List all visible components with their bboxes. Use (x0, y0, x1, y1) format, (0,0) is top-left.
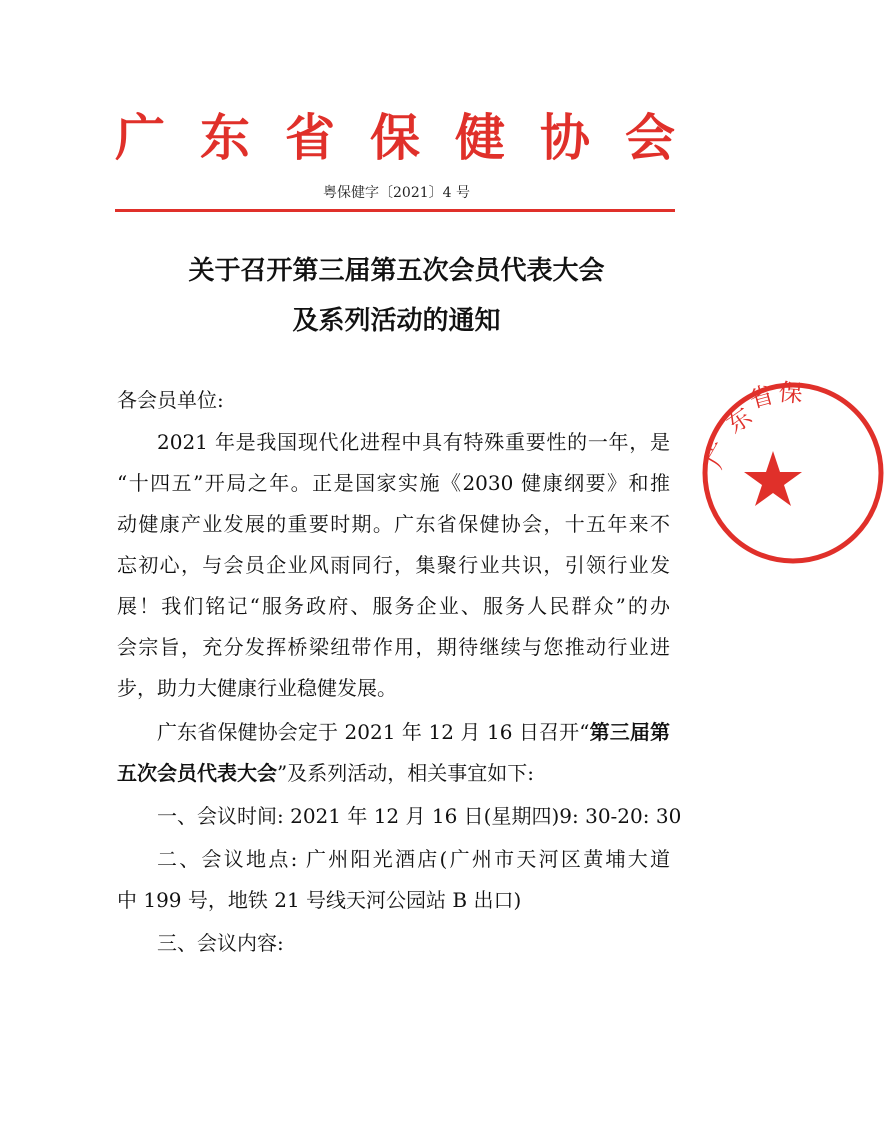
paragraph-1-line (117, 510, 670, 538)
salutation-text: 各会员单位: (117, 388, 224, 412)
org-char: 东 (200, 109, 250, 167)
seal-char: 东 (721, 402, 758, 439)
document-title-line-1: 关于召开第三届第五次会员代表大会 (188, 256, 605, 286)
org-char: 健 (455, 109, 505, 167)
paragraph-text-normal: ”及系列活动，相关事宜如下: (277, 761, 534, 785)
document-number: 粤保健字〔2021〕4 号 (323, 185, 470, 201)
paragraph-1-line (117, 469, 670, 497)
paragraph-2-line-1 (157, 718, 670, 746)
item-2-line-1 (157, 845, 670, 873)
paragraph-1-line (117, 633, 670, 661)
paragraph-text-normal: 广东省保健协会定于 2021 年 12 月 16 日召开“ (157, 720, 590, 744)
paragraph-text: 动健康产业发展的重要时期。广东省保健协会，十五年来不 (117, 512, 670, 536)
seal-char: 保 (777, 378, 804, 409)
paragraph-text-bold: 第三届第 (589, 720, 671, 744)
org-char: 省 (285, 109, 335, 167)
paragraph-1-line (157, 428, 670, 456)
item-text: 一、会议时间: 2021 年 12 月 16 日(星期四)9: 30-20: 30 (157, 804, 682, 828)
org-char: 保 (370, 109, 420, 167)
header-divider (115, 209, 675, 212)
seal-char: 广 (700, 438, 738, 473)
paragraph-text (157, 718, 670, 746)
official-seal-stamp (698, 378, 888, 568)
item-text: 中 199 号，地铁 21 号线天河公园站 B 出口) (117, 888, 522, 912)
paragraph-text: 会宗旨，充分发挥桥梁纽带作用，期待继续与您推动行业进 (117, 635, 670, 659)
item-text: 三、会议内容: (157, 931, 284, 955)
paragraph-text: 2021 年是我国现代化进程中具有特殊重要性的一年，是 (157, 430, 670, 454)
organization-header (115, 108, 675, 168)
paragraph-text: 忘初心，与会员企业风雨同行，集聚行业共识，引领行业发 (117, 553, 670, 577)
org-char: 广 (115, 109, 165, 167)
item-1 (157, 802, 682, 830)
paragraph-text: 步，助力大健康行业稳健发展。 (117, 676, 397, 700)
seal-char: 省 (746, 380, 777, 414)
paragraph-text: “十四五”开局之年。正是国家实施《2030 健康纲要》和推 (117, 471, 670, 495)
paragraph-1-line (117, 551, 670, 579)
seal-star-icon (744, 451, 802, 506)
document-title-line-2: 及系列活动的通知 (292, 306, 501, 336)
org-char: 会 (625, 109, 675, 167)
org-char: 协 (540, 109, 590, 167)
paragraph-text (117, 759, 534, 787)
paragraph-text-bold: 五次会员代表大会 (117, 761, 277, 785)
paragraph-text: 展！我们铭记“服务政府、服务企业、服务人民群众”的办 (117, 594, 670, 618)
item-text: 二、会议地点: 广州阳光酒店(广州市天河区黄埔大道 (157, 847, 670, 871)
paragraph-1-line (117, 592, 670, 620)
